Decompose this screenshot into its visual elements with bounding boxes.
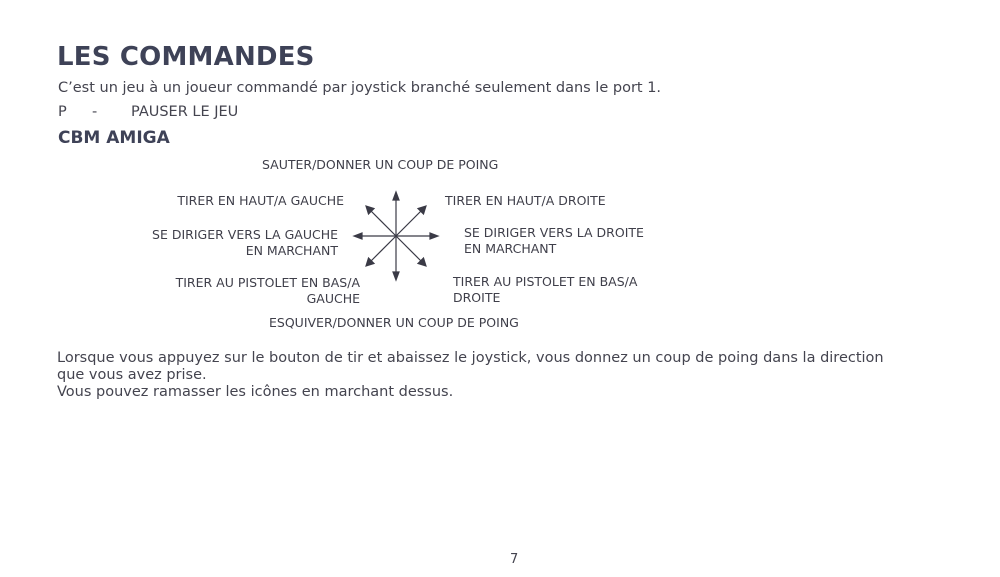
joystick-left-label xyxy=(152,227,338,259)
platform-heading: CBM AMIGA xyxy=(58,128,170,148)
arrow-up-right-line xyxy=(396,209,423,236)
joystick-up-label: SAUTER/DONNER UN COUP DE POING xyxy=(262,157,499,172)
joystick-directions-icon xyxy=(350,190,442,282)
arrow-up-head xyxy=(393,192,399,200)
joystick-down-left-line1: TIRER AU PISTOLET EN BAS/A xyxy=(175,275,360,290)
joystick-up-right-label: TIRER EN HAUT/A DROITE xyxy=(445,193,606,208)
joystick-up-left-label: TIRER EN HAUT/A GAUCHE xyxy=(177,193,344,208)
joystick-down-left-line2: GAUCHE xyxy=(306,291,360,306)
body-paragraph xyxy=(57,350,884,401)
body-line-1: Lorsque vous appuyez sur le bouton de tir et abaissez le joystick, vous donnez un coup de poing dans la direction xyxy=(57,350,884,366)
joystick-left-line1: SE DIRIGER VERS LA GAUCHE xyxy=(152,227,338,242)
joystick-down-left-label xyxy=(176,275,360,307)
joystick-right-label xyxy=(464,225,644,257)
joystick-down-label: ESQUIVER/DONNER UN COUP DE POING xyxy=(269,315,519,330)
arrow-down-right-line xyxy=(396,236,423,263)
page-title: LES COMMANDES xyxy=(57,42,315,72)
arrow-right-head xyxy=(430,233,438,239)
body-line-3: Vous pouvez ramasser les icônes en marchant dessus. xyxy=(57,384,454,400)
joystick-right-line1: SE DIRIGER VERS LA DROITE xyxy=(464,225,644,240)
pause-label: PAUSER LE JEU xyxy=(131,104,239,120)
pause-dash: - xyxy=(92,104,98,120)
joystick-down-right-line1: TIRER AU PISTOLET EN BAS/A xyxy=(453,274,638,289)
arrow-up-left-line xyxy=(369,209,396,236)
arrow-down-head xyxy=(393,272,399,280)
page-number: 7 xyxy=(510,552,519,567)
arrow-down-left-line xyxy=(369,236,396,263)
arrow-left-head xyxy=(354,233,362,239)
joystick-down-right-label xyxy=(453,274,637,306)
joystick-right-line2: EN MARCHANT xyxy=(464,241,557,256)
joystick-left-line2: EN MARCHANT xyxy=(245,243,338,258)
body-line-2: que vous avez prise. xyxy=(57,367,207,383)
pause-key: P xyxy=(58,104,67,120)
intro-text: C’est un jeu à un joueur commandé par joystick branché seulement dans le port 1. xyxy=(58,80,662,96)
joystick-down-right-line2: DROITE xyxy=(453,290,501,305)
